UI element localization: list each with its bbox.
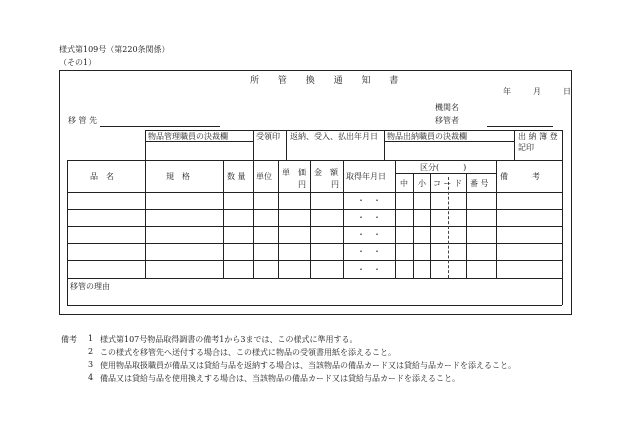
row-date-dots: ・ ・ (357, 247, 381, 256)
organization-label: 機関名 (435, 103, 459, 112)
col-category: 区分( ) (420, 163, 467, 172)
note-2-text: この様式を移管先へ送付する場合は、この様式に物品の受領書用紙を添えること。 (100, 348, 396, 357)
receipt-seal-header: 受領印 (256, 132, 280, 141)
receipt-seal-cell[interactable] (254, 142, 285, 159)
table-row[interactable] (68, 227, 562, 243)
table-row[interactable] (68, 244, 562, 260)
goods-manager-approval-cell[interactable] (146, 142, 253, 159)
disbursing-officer-approval-header: 物品出納職員の決裁欄 (387, 132, 467, 141)
col-number: 番 号 (470, 179, 489, 188)
reason-field[interactable] (68, 292, 562, 304)
sender-input-line[interactable] (487, 126, 553, 127)
col-spec: 規 格 (166, 172, 190, 181)
sender-label: 移管者 (435, 116, 459, 125)
row-date-dots: ・ ・ (357, 265, 381, 274)
form-number: 様式第109号（第220条関係） (59, 45, 170, 54)
col-unit: 単位 (256, 172, 272, 181)
form-sub-number: （その1） (59, 58, 97, 67)
note-1-text: 様式第107号物品取得調書の備考1から3までは、この様式に準用する。 (100, 335, 358, 344)
note-2-num: 2 (88, 347, 94, 356)
col-code: コ ー ド (433, 179, 463, 188)
ledger-seal-header-line2: 記印 (518, 143, 534, 152)
note-4-text: 備品又は貸給与品を使用換えする場合は、当該物品の備品カード又は貸給与品カードを添えること。 (100, 374, 460, 383)
col-acquisition-date: 取得年月日 (346, 172, 386, 181)
col-remarks: 備 考 (500, 172, 540, 181)
disbursing-officer-approval-cell[interactable] (385, 142, 514, 159)
note-3-text: 使用物品取扱職員が備品又は貸給与品を返納する場合は、当該物品の備品カード又は貸給与品カードを添えること。 (100, 361, 516, 370)
col-quantity: 数 量 (227, 172, 246, 181)
row-date-dots: ・ ・ (357, 196, 381, 205)
col-amount-yen: 円 (331, 180, 339, 189)
table-row[interactable] (68, 261, 562, 278)
date-year: 年 (503, 87, 511, 96)
table-row[interactable] (68, 193, 562, 209)
note-1-num: 1 (88, 334, 94, 343)
date-field (503, 88, 571, 96)
reason-label: 移管の理由 (70, 282, 110, 291)
goods-manager-approval-header: 物品管理職員の決裁欄 (148, 132, 228, 141)
destination-label: 移 管 先 (68, 116, 98, 125)
note-4-num: 4 (88, 373, 94, 382)
col-unit-price-yen: 円 (298, 180, 306, 189)
form-title: 所 管 換 通 知 書 (250, 76, 407, 86)
note-3-num: 3 (88, 360, 94, 369)
date-day: 日 (563, 87, 571, 96)
col-small: 小 (418, 179, 426, 188)
date-month: 月 (533, 87, 541, 96)
col-item-name: 品 名 (90, 172, 114, 181)
destination-input-line[interactable] (100, 126, 220, 127)
table-row[interactable] (68, 210, 562, 226)
notes-label: 備考 (61, 335, 77, 344)
ledger-seal-header-line1: 出 納 簿 登 (518, 132, 558, 141)
col-medium: 中 (400, 179, 408, 188)
row-date-dots: ・ ・ (357, 230, 381, 239)
col-amount: 金 額 (314, 168, 338, 177)
return-receive-date-header: 返納、受入、払出年月日 (290, 132, 378, 141)
row-date-dots: ・ ・ (357, 213, 381, 222)
col-unit-price: 単 価 (282, 168, 306, 177)
return-receive-date-cell[interactable] (287, 142, 383, 159)
